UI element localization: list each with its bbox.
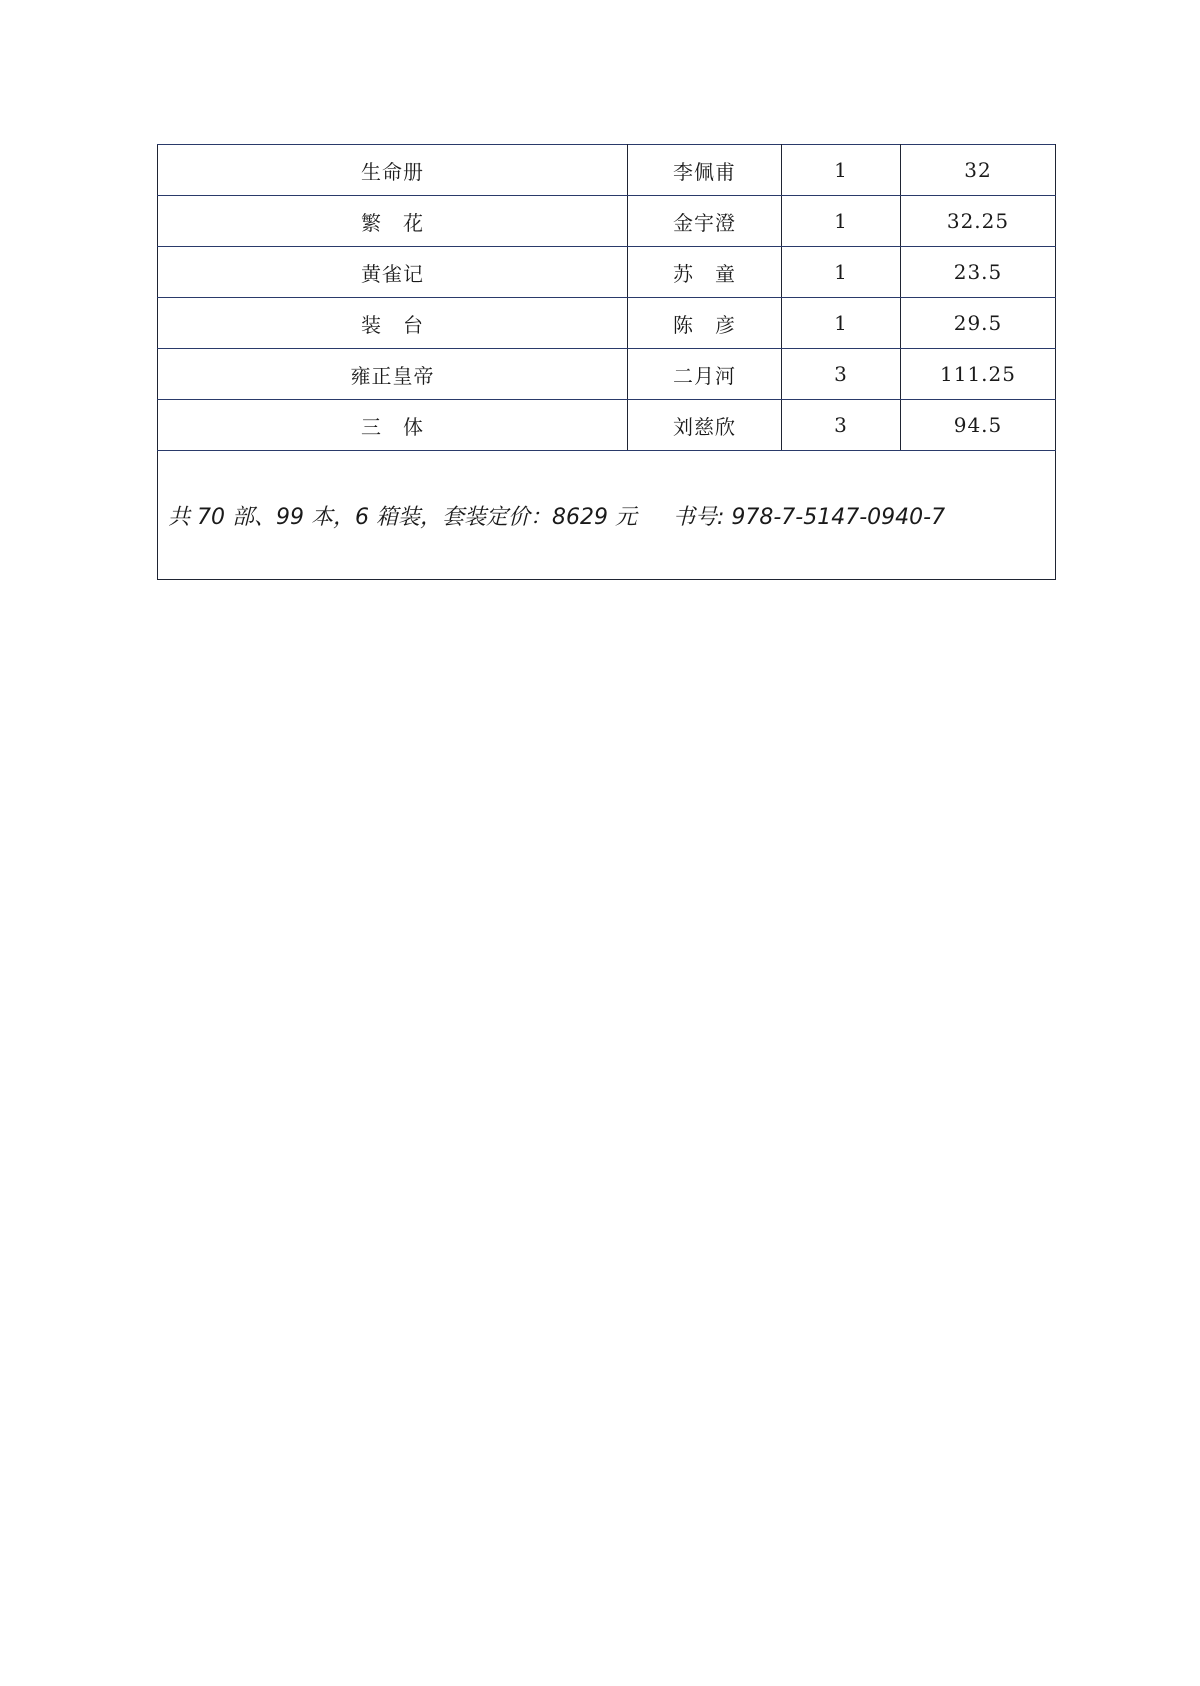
book-author: 刘慈欣 [628,400,782,451]
book-price: 29.5 [901,298,1056,349]
book-price: 32.25 [901,196,1056,247]
table-row [158,349,1056,400]
table-row [158,145,1056,196]
summary-row [158,451,1056,580]
book-title: 三 体 [158,400,628,451]
book-author: 李佩甫 [628,145,782,196]
book-author: 陈 彦 [628,298,782,349]
book-quantity: 3 [782,349,901,400]
isbn-text: 书号: 978-7-5147-0940-7 [672,504,946,530]
table-row [158,400,1056,451]
book-quantity: 3 [782,400,901,451]
book-list-table [157,144,1056,580]
book-price: 94.5 [901,400,1056,451]
book-quantity: 1 [782,298,901,349]
book-title: 雍正皇帝 [158,349,628,400]
table-row [158,196,1056,247]
book-author: 二月河 [628,349,782,400]
table-row [158,298,1056,349]
summary-cell [158,451,1056,580]
book-author: 金宇澄 [628,196,782,247]
table-row [158,247,1056,298]
book-author: 苏 童 [628,247,782,298]
book-title: 繁 花 [158,196,628,247]
book-quantity: 1 [782,145,901,196]
book-quantity: 1 [782,247,901,298]
book-price: 111.25 [901,349,1056,400]
book-price: 32 [901,145,1056,196]
book-title: 生命册 [158,145,628,196]
book-quantity: 1 [782,196,901,247]
book-title: 装 台 [158,298,628,349]
book-title: 黄雀记 [158,247,628,298]
book-price: 23.5 [901,247,1056,298]
set-info-text: 共 70 部、99 本，6 箱装，套装定价：8629 元 [168,504,637,530]
